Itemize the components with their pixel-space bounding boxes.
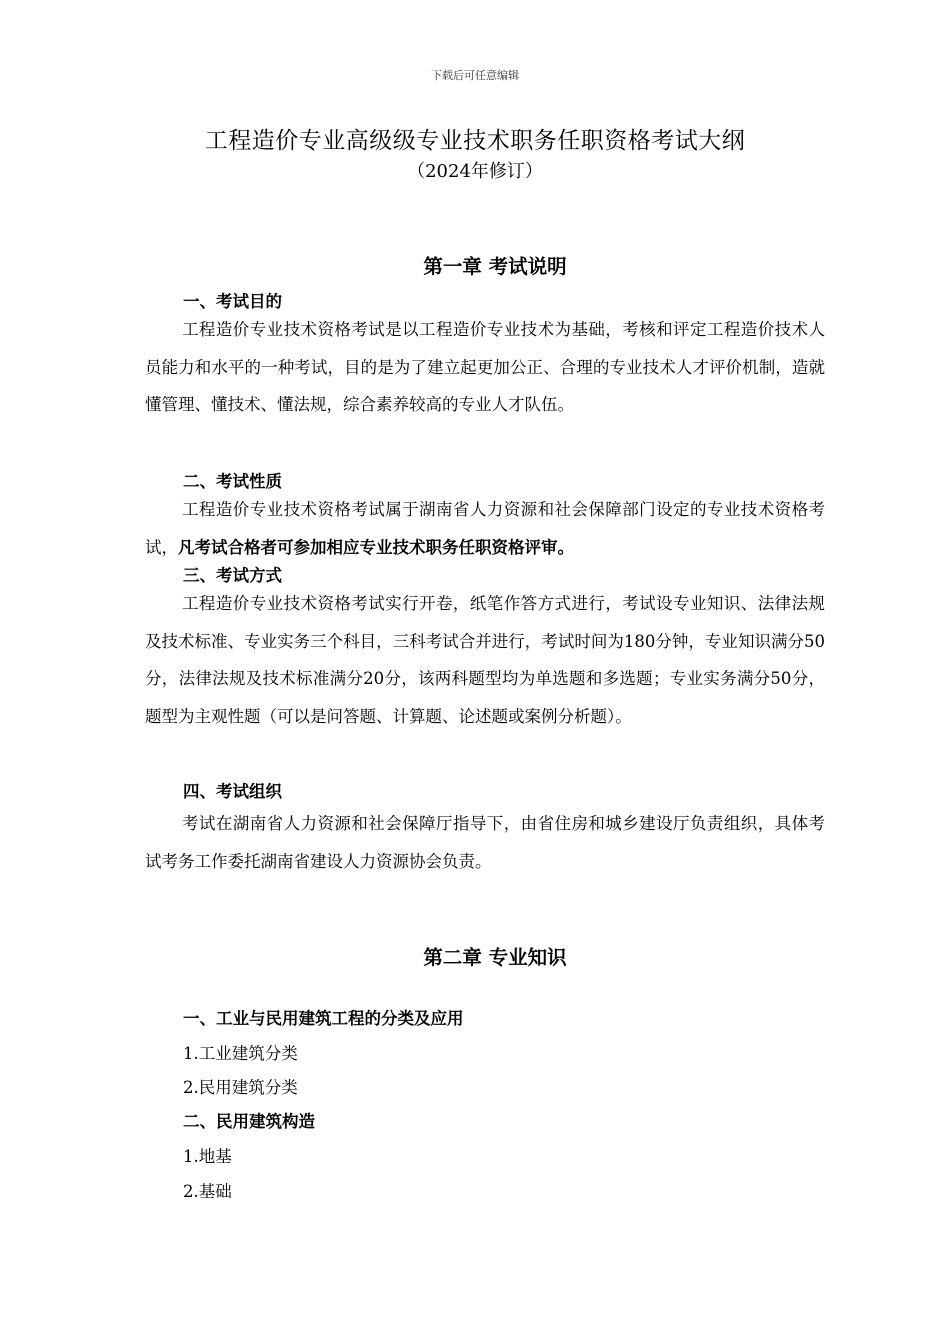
list-item: 2.民用建筑分类: [183, 1078, 298, 1097]
section-heading-construction: 二、民用建筑构造: [183, 1112, 315, 1131]
document-title: 工程造价专业高级级专业技术职务任职资格考试大纲: [204, 128, 746, 154]
list-item: 2.基础: [183, 1182, 232, 1201]
section-paragraph-organization: 考试在湖南省人力资源和社会保障厅指导下，由省住房和城乡建设厅负责组织，具体考试考务工作委托湖南省建设人力资源协会负责。: [145, 814, 825, 871]
section-heading-classification: 一、工业与民用建筑工程的分类及应用: [183, 1009, 464, 1028]
section-heading-nature: 二、考试性质: [183, 472, 282, 491]
section-paragraph-purpose: 工程造价专业技术资格考试是以工程造价专业技术为基础，考核和评定工程造价技术人员能力和水平的一种考试，目的是为了建立起更加公正、合理的专业技术人才评价机制，造就懂管理、懂技术、懂法规，综合素养较高的专业人才队伍。: [145, 320, 825, 414]
document-subtitle: （2024年修订）: [407, 161, 543, 182]
list-item: 1.工业建筑分类: [183, 1044, 298, 1063]
section-heading-purpose: 一、考试目的: [183, 292, 282, 311]
section-paragraph-nature: [145, 491, 825, 566]
section-heading-organization: 四、考试组织: [183, 782, 282, 801]
nature-text: 工程造价专业技术资格考试属于湖南省人力资源和社会保障部门设定的专业技术资格考试，: [145, 500, 825, 557]
nature-text-emphasis: 凡考试合格者可参加相应专业技术职务任职资格评审。: [178, 537, 574, 557]
chapter-2-heading: 第二章 专业知识: [423, 946, 567, 969]
chapter-1-heading: 第一章 考试说明: [423, 255, 567, 278]
section-heading-method: 三、考试方式: [183, 566, 282, 585]
section-paragraph-method: 工程造价专业技术资格考试实行开卷，纸笔作答方式进行，考试设专业知识、法律法规及技术标准、专业实务三个科目，三科考试合并进行，考试时间为180分钟，专业知识满分50分，法律法规及技术标准满分20分，该两科题型均为单选题和多选题；专业实务满分50分，题型为主观性题（可以是问答题、计算题、论述题或案例分析题）。: [145, 594, 825, 726]
page-header: 下载后可任意编辑: [431, 69, 519, 82]
list-item: 1.地基: [183, 1147, 232, 1166]
